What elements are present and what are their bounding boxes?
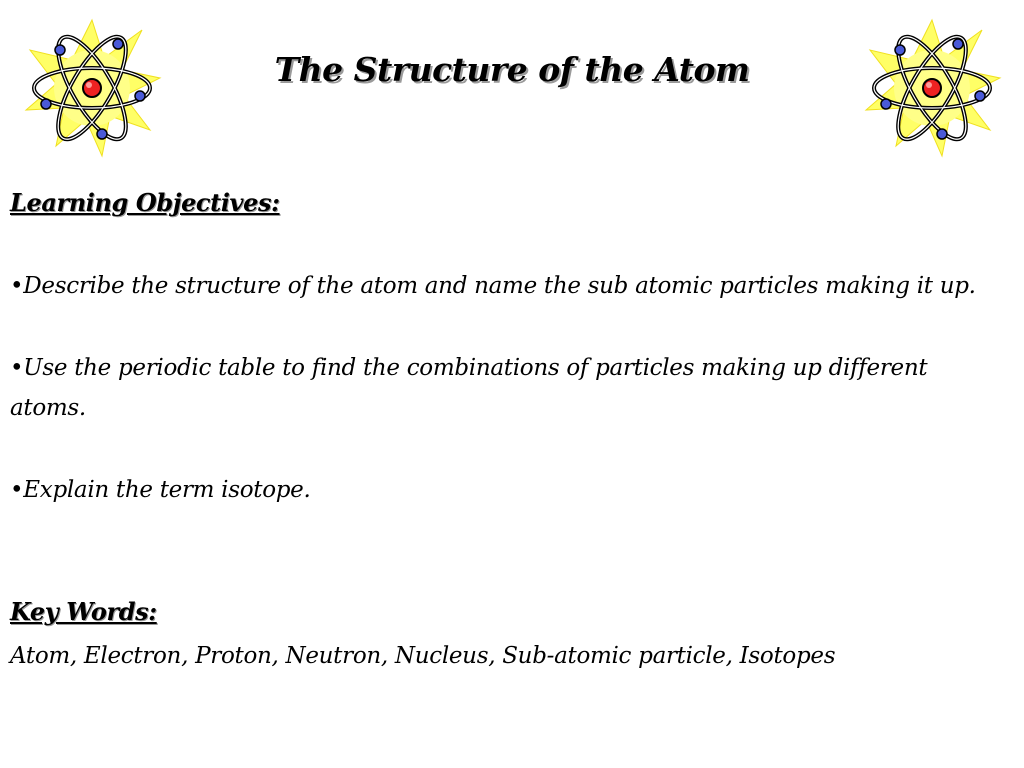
- objective-item: [10, 348, 927, 388]
- bullet-icon: •: [10, 273, 24, 299]
- objective-continuation: atoms.: [10, 395, 86, 421]
- learning-objectives-heading: Learning Objectives:: [10, 188, 280, 217]
- objective-item: [10, 470, 311, 510]
- bullet-icon: •: [10, 355, 24, 381]
- objective-text: Describe the structure of the atom and name the sub atomic particles making it up.: [23, 273, 976, 299]
- key-words-list: Atom, Electron, Proton, Neutron, Nucleus, Sub-atomic particle, Isotopes: [10, 643, 836, 669]
- key-words-heading: Key Words:: [10, 597, 157, 626]
- objective-item: [10, 266, 976, 306]
- objective-text: Use the periodic table to find the combinations of particles making up different: [23, 355, 928, 381]
- page-title: The Structure of the Atom: [274, 50, 750, 89]
- objective-text: Explain the term isotope.: [23, 477, 311, 503]
- bullet-icon: •: [10, 477, 24, 503]
